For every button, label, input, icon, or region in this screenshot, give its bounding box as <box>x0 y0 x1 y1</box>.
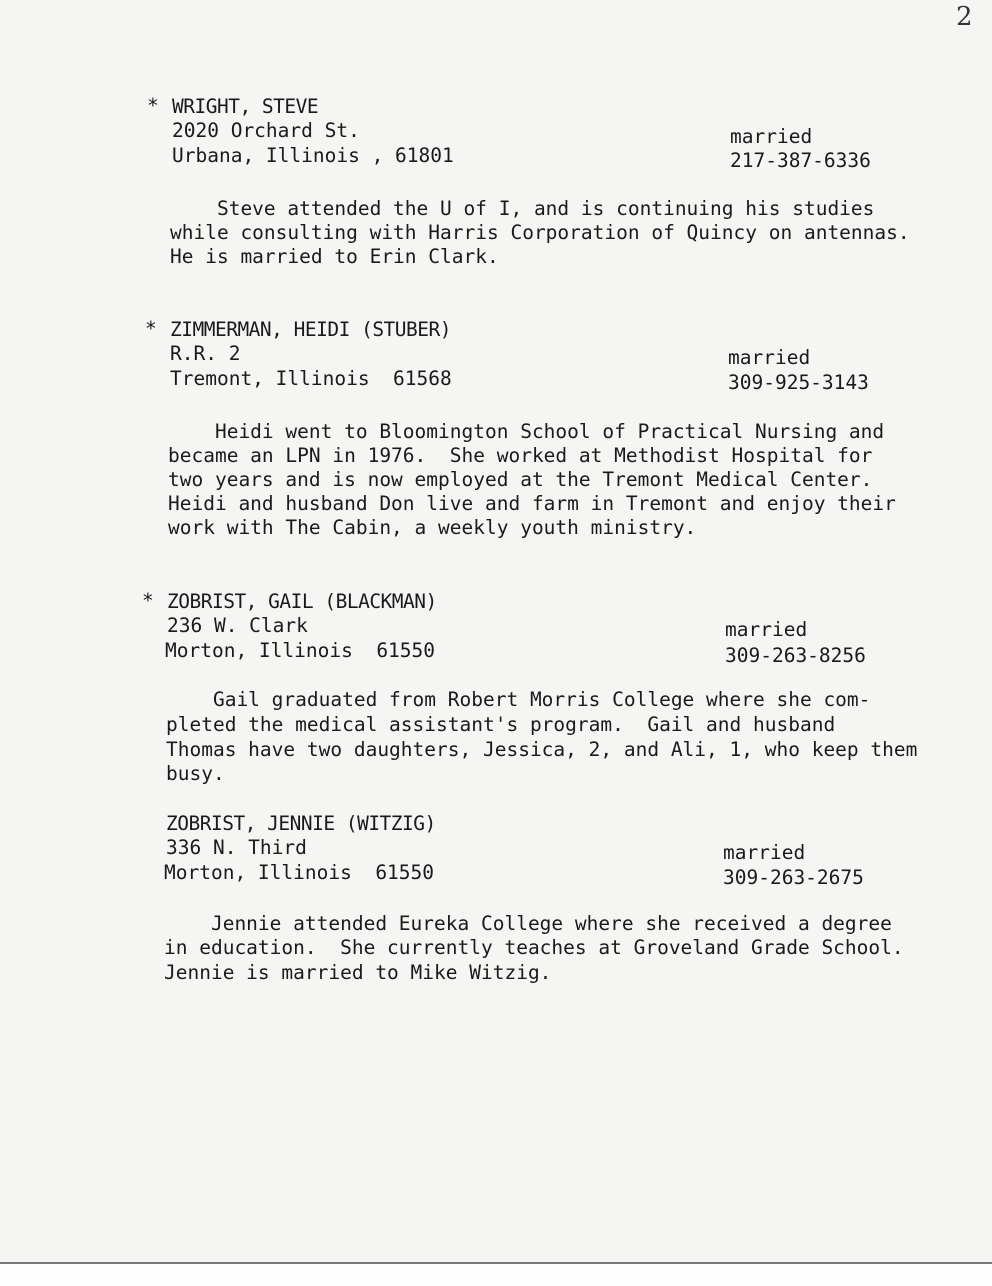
bio-line: became an LPN in 1976. She worked at Methodist Hospital for <box>168 444 873 467</box>
bio-line: Steve attended the U of I, and is continuing his studies <box>170 197 875 220</box>
bio-line: while consulting with Harris Corporation of Quincy on antennas. <box>170 221 910 244</box>
entry-phone: 309-263-2675 <box>723 866 864 889</box>
entry-status: married <box>725 618 808 641</box>
bio-line: He is married to Erin Clark. <box>170 245 499 268</box>
entry-phone: 309-925-3143 <box>728 371 869 394</box>
entry-city: Morton, Illinois 61550 <box>165 639 436 662</box>
bio-line: Jennie is married to Mike Witzig. <box>164 961 552 984</box>
asterisk-marker: * <box>142 589 154 612</box>
asterisk-marker: * <box>145 317 157 340</box>
bio-line: work with The Cabin, a weekly youth ministry. <box>168 516 697 539</box>
entry-name: ZOBRIST, JENNIE (WITZIG) <box>166 812 436 835</box>
bio-line: busy. <box>166 762 225 785</box>
entry-street: 236 W. Clark <box>167 614 308 637</box>
scan-bottom-margin <box>0 1264 992 1286</box>
entry-city: Morton, Illinois 61550 <box>164 861 435 884</box>
entry-street: 336 N. Third <box>166 836 307 859</box>
bio-line: in education. She currently teaches at Groveland Grade School. <box>164 936 904 959</box>
entry-city: Urbana, Illinois , 61801 <box>172 144 454 167</box>
entry-name: WRIGHT, STEVE <box>172 95 319 118</box>
entry-status: married <box>728 346 811 369</box>
entry-name: ZOBRIST, GAIL (BLACKMAN) <box>167 590 437 613</box>
bio-line: Thomas have two daughters, Jessica, 2, and Ali, 1, who keep them <box>166 738 918 761</box>
entry-status: married <box>730 125 813 148</box>
bio-line: two years and is now employed at the Tremont Medical Center. <box>168 468 873 491</box>
bio-line: Heidi went to Bloomington School of Practical Nursing and <box>168 420 885 443</box>
entry-phone: 309-263-8256 <box>725 644 866 667</box>
entry-phone: 217-387-6336 <box>730 149 871 172</box>
bio-line: Jennie attended Eureka College where she received a degree <box>164 912 892 935</box>
bio-line: Heidi and husband Don live and farm in Tremont and enjoy their <box>168 492 896 515</box>
entry-name: ZIMMERMAN, HEIDI (STUBER) <box>170 318 451 341</box>
page-number: 2 <box>956 2 973 32</box>
entry-status: married <box>723 841 806 864</box>
entry-street: R.R. 2 <box>170 342 241 365</box>
bio-line: Gail graduated from Robert Morris College where she com- <box>166 688 871 711</box>
asterisk-marker: * <box>147 94 159 117</box>
entry-street: 2020 Orchard St. <box>172 119 360 142</box>
entry-city: Tremont, Illinois 61568 <box>170 367 452 390</box>
bio-line: pleted the medical assistant's program. Gail and husband <box>166 713 836 736</box>
